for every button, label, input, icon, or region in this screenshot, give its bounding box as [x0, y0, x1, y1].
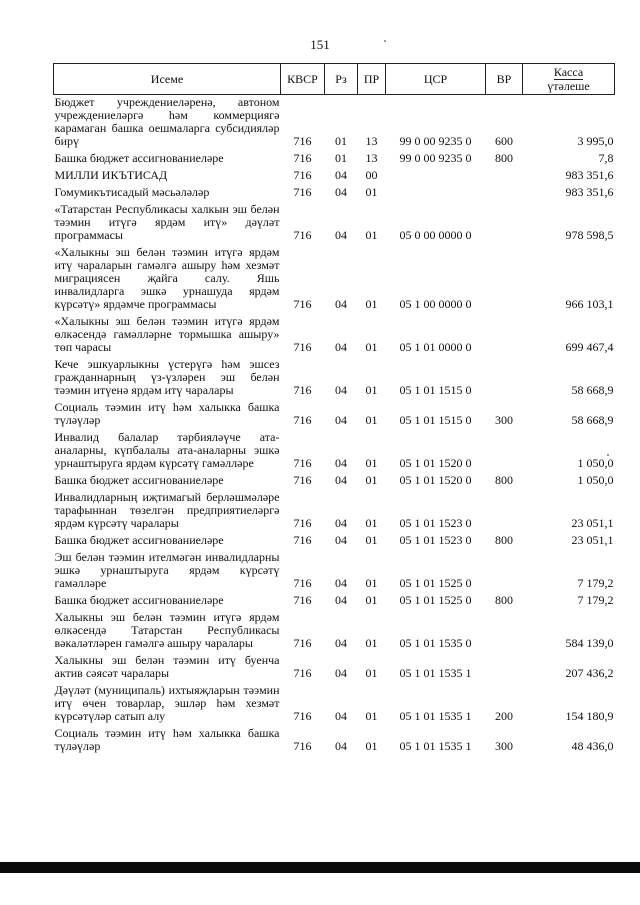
cell-kvsr: 716: [293, 516, 312, 530]
cell-name: «Халыкны эш белән тәэмин итүгә ярдәм итү чараларын гамәлгә ашыру һәм хезмәт миграциясен җайга салу. Яшь инвалидларга эшкә урнашуда ярдәм күрсәтү» ярдәмче программасы: [54, 245, 280, 311]
cell-name: Халыкны эш белән тәэмин итү буенча актив сәясәт чаралары: [54, 653, 280, 680]
cell-kvsr: 716: [293, 456, 312, 470]
table-row: [54, 683, 615, 726]
cell-pr: 01: [365, 473, 378, 487]
cell-rz: 04: [335, 516, 347, 530]
cell-amount: 1 050,0: [577, 456, 614, 470]
cell-amount: 58 668,9: [571, 413, 614, 427]
cell-pr: 01: [365, 666, 378, 680]
table-row: [54, 168, 615, 185]
cell-amount: 23 051,1: [571, 516, 614, 530]
cell-amount: 154 180,9: [565, 709, 614, 723]
cell-amount: 978 598,5: [565, 228, 614, 242]
cell-vr: 800: [495, 533, 513, 547]
cell-name: «Халыкны эш белән тәэмин итүгә ярдәм өлкәсендә гамәлләрне тормышка ашыру» төп чарасы: [54, 314, 280, 354]
cell-name: «Татарстан Республикасы халкын эш белән тәэмин итүгә ярдәм итү» дәүләт программасы: [54, 202, 280, 242]
cell-rz: 04: [335, 709, 347, 723]
cell-vr: 200: [495, 709, 513, 723]
cell-rz: 04: [335, 185, 347, 199]
cell-amount: 699 467,4: [565, 340, 614, 354]
cell-kvsr: 716: [293, 593, 312, 607]
table-row: [54, 314, 615, 357]
cell-csr: 05 1 01 1525 0: [399, 576, 472, 590]
cell-amount: 3 995,0: [577, 134, 614, 148]
column-header-rz: Рз: [325, 64, 358, 95]
cell-rz: 04: [335, 168, 347, 182]
cell-rz: 01: [335, 134, 347, 148]
cell-kvsr: 716: [293, 134, 312, 148]
cell-kvsr: 716: [293, 297, 312, 311]
table-header: [54, 64, 615, 95]
cell-vr: [486, 610, 523, 653]
cell-amount: 7 179,2: [577, 593, 614, 607]
cell-amount: 966 103,1: [565, 297, 614, 311]
cell-kvsr: 716: [293, 185, 312, 199]
table-row: [54, 357, 615, 400]
cell-pr: 01: [365, 516, 378, 530]
cell-amount: 983 351,6: [565, 168, 614, 182]
cell-csr: 05 1 01 1520 0: [399, 473, 472, 487]
cell-name: Социаль тәэмин итү һәм халыкка башка түләүләр: [54, 400, 280, 427]
cell-pr: 01: [365, 576, 378, 590]
cell-kvsr: 716: [293, 666, 312, 680]
cell-csr: 99 0 00 9235 0: [399, 151, 472, 165]
cell-pr: 01: [365, 593, 378, 607]
table-row: [54, 151, 615, 168]
cell-pr: 01: [365, 297, 378, 311]
cell-rz: 01: [335, 151, 347, 165]
cell-kvsr: 716: [293, 383, 312, 397]
cell-vr: 300: [495, 739, 513, 753]
cell-amount: 1 050,0: [577, 473, 614, 487]
cell-name: Социаль тәэмин итү һәм халыкка башка түләүләр: [54, 726, 280, 753]
cell-vr: [486, 430, 523, 473]
cell-kvsr: 716: [293, 228, 312, 242]
table-row: [54, 202, 615, 245]
cell-name: Гомумикътисадый мәсьәләләр: [54, 185, 210, 199]
cell-amount: 7 179,2: [577, 576, 614, 590]
cell-rz: 04: [335, 739, 347, 753]
cell-amount: 48 436,0: [571, 739, 614, 753]
table-body: [54, 95, 615, 757]
cell-rz: 04: [335, 593, 347, 607]
cell-name: Башка бюджет ассигнованиеләре: [54, 593, 224, 607]
cell-vr: [486, 185, 523, 202]
cell-amount: 584 139,0: [565, 636, 614, 650]
column-header-vr: ВР: [486, 64, 523, 95]
cell-csr: 05 1 01 1535 1: [399, 666, 472, 680]
cell-rz: 04: [335, 473, 347, 487]
cell-pr: 01: [365, 185, 378, 199]
table-row: [54, 430, 615, 473]
table-row: [54, 653, 615, 683]
cell-amount: 23 051,1: [571, 533, 614, 547]
cell-pr: 01: [365, 533, 378, 547]
cell-vr: [486, 202, 523, 245]
table-row: [54, 473, 615, 490]
cell-vr: [486, 168, 523, 185]
cell-vr: [486, 550, 523, 593]
cell-rz: 04: [335, 533, 347, 547]
cell-name: МИЛЛИ ИКЪТИСАД: [54, 168, 168, 182]
column-header-pr: ПР: [358, 64, 386, 95]
cell-vr: [486, 653, 523, 683]
table-row: [54, 726, 615, 756]
cell-csr: 05 1 01 1525 0: [399, 593, 472, 607]
cell-amount: 58 668,9: [571, 383, 614, 397]
cell-rz: 04: [335, 340, 347, 354]
cell-name: Кече эшкуарлыкны үстерүгә һәм эшсез гражданнарның үз-үзләрен эш белән тәэмин итүенә ярдәм итү чаралары: [54, 357, 280, 397]
cell-vr: 800: [495, 473, 513, 487]
cell-vr: [486, 490, 523, 533]
cell-csr: 05 1 01 1515 0: [399, 383, 472, 397]
cell-name: Башка бюджет ассигнованиеләре: [54, 473, 224, 487]
table-row: [54, 245, 615, 314]
cell-amount: 7,8: [598, 151, 614, 165]
cell-pr: 13: [365, 151, 378, 165]
cell-kvsr: 716: [293, 533, 312, 547]
cell-name: Дәүләт (муниципаль) ихтыяҗларын тәэмин итү өчен товарлар, эшләр һәм хезмәт күрсәтүләр сатып алу: [54, 683, 280, 723]
column-header-amount: [523, 64, 615, 95]
cell-rz: 04: [335, 297, 347, 311]
cell-name: Эш белән тәэмин ителмәгән инвалидларны эшкә урнаштыруга ярдәм күрсәтү гамәлләре: [54, 550, 280, 590]
cell-csr: 05 1 01 1523 0: [399, 516, 472, 530]
cell-vr: 800: [495, 151, 513, 165]
scan-speck: [384, 40, 386, 42]
table-row: [54, 95, 615, 152]
cell-vr: [486, 314, 523, 357]
cell-rz: 04: [335, 666, 347, 680]
cell-csr: 05 1 01 1520 0: [399, 456, 472, 470]
page-number: 151: [310, 37, 330, 52]
cell-pr: 01: [365, 413, 378, 427]
cell-pr: 00: [365, 168, 378, 182]
cell-amount: 983 351,6: [565, 185, 614, 199]
cell-vr: 300: [495, 413, 513, 427]
cell-csr: 05 1 01 0000 0: [399, 340, 472, 354]
cell-csr: 99 0 00 9235 0: [399, 134, 472, 148]
cell-kvsr: 716: [293, 473, 312, 487]
cell-name: Бюджет учреждениеләренә, автоном учреждениеләргә һәм коммерциягә карамаган башка оешмаларга субсидияләр бирү: [54, 95, 280, 148]
cell-pr: 01: [365, 228, 378, 242]
cell-csr: [386, 185, 486, 202]
cell-kvsr: 716: [293, 151, 312, 165]
cell-rz: 04: [335, 228, 347, 242]
cell-pr: 13: [365, 134, 378, 148]
cell-kvsr: 716: [293, 413, 312, 427]
cell-csr: 05 1 01 1535 1: [399, 739, 472, 753]
cell-kvsr: 716: [293, 739, 312, 753]
column-header-name: Исеме: [54, 64, 281, 95]
cell-csr: 05 1 01 1515 0: [399, 413, 472, 427]
cell-rz: 04: [335, 456, 347, 470]
column-header-amount-line2: үтәлеше: [547, 79, 590, 93]
cell-kvsr: 716: [293, 168, 312, 182]
cell-csr: 05 1 01 1535 0: [399, 636, 472, 650]
table-row: [54, 490, 615, 533]
cell-name: Башка бюджет ассигнованиеләре: [54, 533, 224, 547]
cell-kvsr: 716: [293, 576, 312, 590]
cell-pr: 01: [365, 456, 378, 470]
column-header-kvsr: КВСР: [281, 64, 325, 95]
table-row: [54, 533, 615, 550]
cell-csr: 05 1 01 1523 0: [399, 533, 472, 547]
cell-pr: 01: [365, 709, 378, 723]
cell-kvsr: 716: [293, 636, 312, 650]
cell-name: Башка бюджет ассигнованиеләре: [54, 151, 224, 165]
cell-kvsr: 716: [293, 709, 312, 723]
table-row: [54, 400, 615, 430]
column-header-amount-line1: Касса: [553, 65, 584, 79]
cell-csr: 05 1 01 1535 1: [399, 709, 472, 723]
cell-csr: [386, 168, 486, 185]
cell-rz: 04: [335, 636, 347, 650]
cell-csr: 05 0 00 0000 0: [399, 228, 472, 242]
cell-name: Халыкны эш белән тәэмин итүгә ярдәм өлкәсендә Татарстан Республикасы вәкаләтләрен гамәлгә ашыру чаралары: [54, 610, 280, 650]
cell-vr: 800: [495, 593, 513, 607]
cell-vr: [486, 357, 523, 400]
scan-bottom-bar: [0, 862, 640, 873]
cell-pr: 01: [365, 340, 378, 354]
cell-pr: 01: [365, 739, 378, 753]
table-row: [54, 593, 615, 610]
cell-pr: 01: [365, 383, 378, 397]
table-row: [54, 185, 615, 202]
cell-rz: 04: [335, 413, 347, 427]
cell-vr: [486, 245, 523, 314]
column-header-csr: ЦСР: [386, 64, 486, 95]
table-row: [54, 550, 615, 593]
table-row: [54, 610, 615, 653]
cell-vr: 600: [495, 134, 513, 148]
cell-name: Инвалид балалар тәрбияләүче ата-аналарны, күпбалалы ата-аналарны эшкә урнаштыруга ярдәм күрсәтү гамәлләре: [54, 430, 280, 470]
cell-rz: 04: [335, 383, 347, 397]
cell-pr: 01: [365, 636, 378, 650]
budget-table: [53, 63, 615, 756]
cell-csr: 05 1 00 0000 0: [399, 297, 472, 311]
cell-kvsr: 716: [293, 340, 312, 354]
cell-amount: 207 436,2: [565, 666, 614, 680]
cell-name: Инвалидларның иҗтимагый берләшмәләре тарафыннан төзелгән предприятиеләргә ярдәм күрсәтү чаралары: [54, 490, 280, 530]
cell-rz: 04: [335, 576, 347, 590]
